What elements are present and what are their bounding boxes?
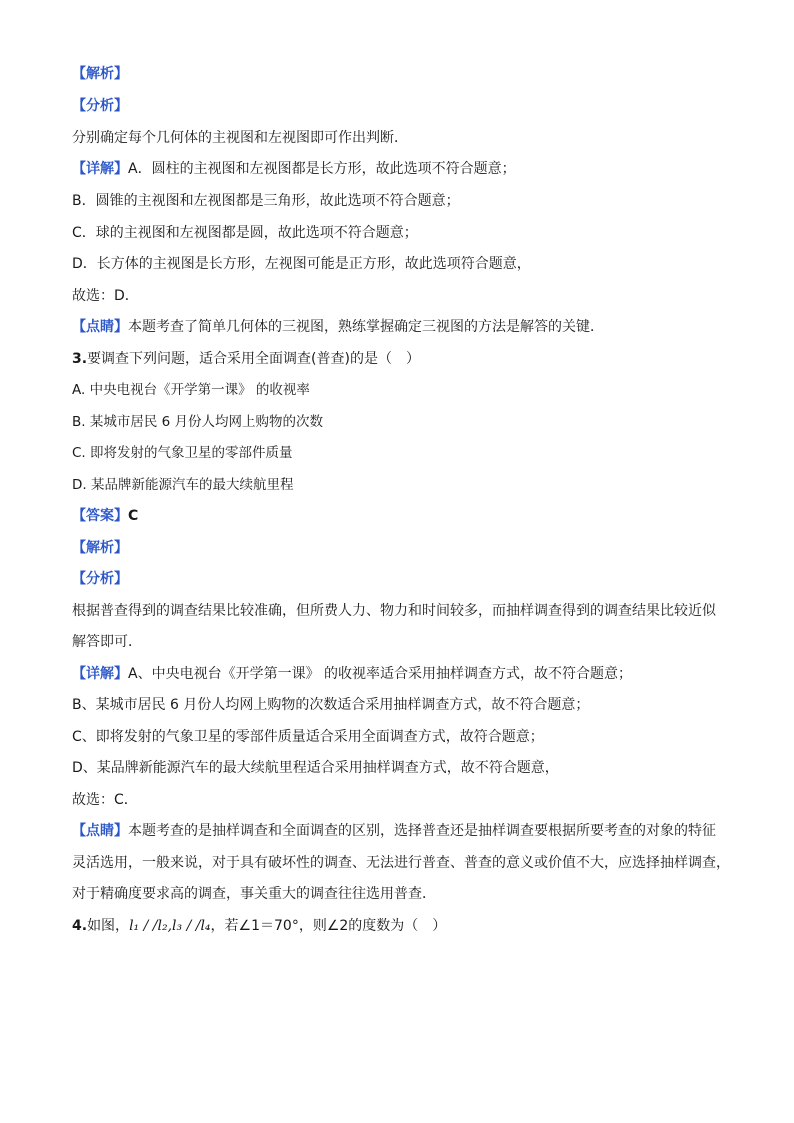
analysis-text-2b: 解答即可． [72, 634, 142, 650]
question-3-number: 3. [72, 351, 88, 367]
analysis-text-2a: 根据普查得到的调查结果比较准确，但所费人力、物力和时间较多，而抽样调查得到的调查结果比较近似 [72, 603, 716, 619]
xiangjie-tag: 【详解】 [72, 161, 128, 177]
comment-text-1: 本题考查了简单几何体的三视图，熟练掌握确定三视图的方法是解答的关键． [128, 319, 604, 335]
question-3-option-d: D. 某品牌新能源汽车的最大续航里程 [72, 477, 294, 493]
detail-line-c: C．球的主视图和左视图都是圆，故此选项不符合题意； [72, 225, 418, 241]
dianjing-tag-2: 【点睛】 [72, 823, 128, 839]
analysis-heading-2 [72, 538, 732, 558]
jiexi-tag: 【解析】 [72, 66, 128, 82]
detail-line-a [72, 159, 732, 179]
fenxi-tag: 【分析】 [72, 98, 128, 114]
answer-line [72, 506, 732, 526]
question-4-number: 4. [72, 918, 88, 934]
analysis-text-1: 分别确定每个几何体的主视图和左视图即可作出判断． [72, 130, 408, 146]
question-3-stem: 要调查下列问题，适合采用全面调查(普查)的是（ ） [87, 351, 420, 367]
choice-line-2: 故选：C． [72, 792, 138, 808]
question-4-math: l₁ / /l₂,l₃ / /l₄ [129, 918, 211, 934]
choice-line-1: 故选：D． [72, 288, 139, 304]
dianjing-tag: 【点睛】 [72, 319, 128, 335]
detail2-line-a [72, 664, 732, 684]
fenxi-tag-2: 【分析】 [72, 571, 128, 587]
detail2-line-c: C、即将发射的气象卫星的零部件质量适合采用全面调查方式，故符合题意； [72, 729, 544, 745]
comment-line-2c: 对于精确度要求高的调查，事关重大的调查往往选用普查． [72, 886, 436, 902]
detail-line-d: D．长方体的主视图是长方形，左视图可能是正方形，故此选项符合题意， [72, 256, 531, 272]
comment-line-2b: 灵活选用，一般来说，对于具有破坏性的调查、无法进行普查、普查的意义或价值不大，应选择抽样调查， [72, 855, 730, 871]
comment-text-2a: 本题考查的是抽样调查和全面调查的区别，选择普查还是抽样调查要根据所要考查的对象的特征 [128, 823, 716, 839]
jiexi-tag-2: 【解析】 [72, 540, 128, 556]
question-3-option-c: C. 即将发射的气象卫星的零部件质量 [72, 445, 293, 461]
question-4-pre: 如图， [87, 918, 130, 934]
question-3-option-a: A. 中央电视台《开学第一课》 的收视率 [72, 382, 310, 398]
answer-value: C [128, 508, 139, 524]
fenxi-heading-2 [72, 569, 732, 589]
question-4-stem: ，若∠1＝70°，则∠2的度数为（ ） [210, 918, 447, 934]
comment-line-2a [72, 821, 732, 841]
detail2-line-b: B、某城市居民 6 月份人均网上购物的次数适合采用抽样调查方式，故不符合题意； [72, 697, 590, 713]
detail2-line-d: D、某品牌新能源汽车的最大续航里程适合采用抽样调查方式，故不符合题意， [72, 760, 559, 776]
comment-line-1 [72, 317, 732, 337]
analysis-heading-1 [72, 64, 732, 84]
detail-line-b: B．圆锥的主视图和左视图都是三角形，故此选项不符合题意； [72, 193, 460, 209]
daan-tag: 【答案】 [72, 508, 128, 524]
question-3-option-b: B. 某城市居民 6 月份人均网上购物的次数 [72, 414, 324, 430]
question-3 [72, 349, 732, 369]
xiangjie-tag-2: 【详解】 [72, 666, 128, 682]
question-4 [72, 916, 732, 936]
detail2-text-a: A、中央电视台《开学第一课》 的收视率适合采用抽样调查方式，故不符合题意； [128, 666, 633, 682]
detail-text-a: A．圆柱的主视图和左视图都是长方形，故此选项不符合题意； [128, 161, 516, 177]
fenxi-heading-1 [72, 96, 732, 116]
